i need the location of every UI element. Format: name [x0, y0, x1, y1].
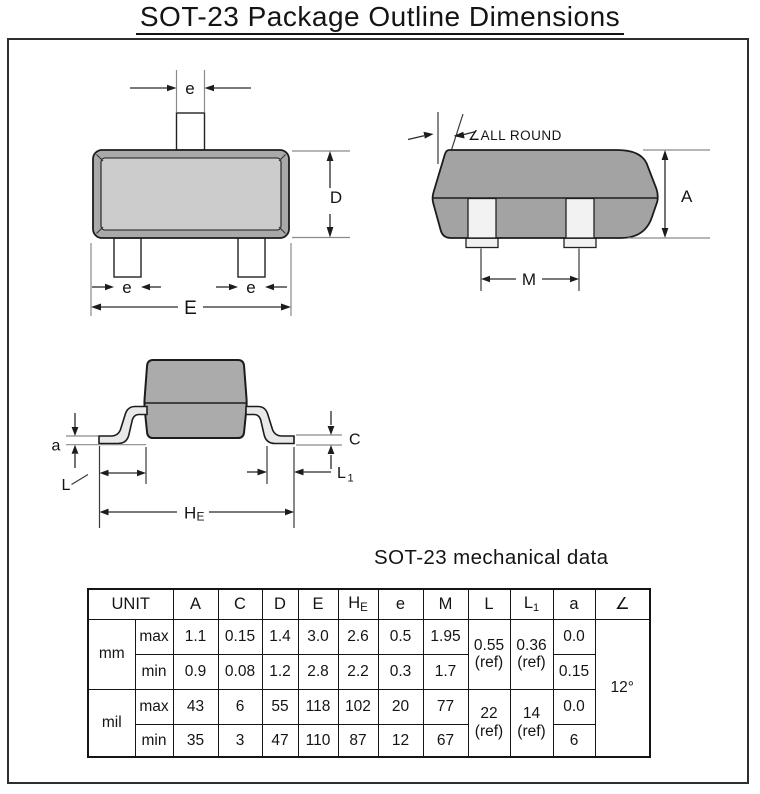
lead-front-right — [566, 199, 594, 239]
col-header-L: L — [468, 589, 510, 619]
cell-mil-min-M: 67 — [423, 724, 468, 757]
col-header-HE: HE — [338, 589, 378, 619]
row-label-min: min — [135, 724, 173, 757]
row-label-max: max — [135, 619, 173, 654]
cell-mm-min-C: 0.08 — [218, 654, 262, 689]
bottom-lead-right — [238, 238, 265, 277]
cell-mil-min-E: 110 — [298, 724, 338, 757]
cell-mil-min-HE: 87 — [338, 724, 378, 757]
cell-mm-min-e: 0.3 — [378, 654, 423, 689]
dim-label-HE-sub: E — [196, 509, 205, 524]
cell-mil-max-D: 55 — [262, 689, 298, 724]
lead-foot-left — [466, 238, 498, 248]
cell-mm-L1: 0.36 (ref) — [510, 619, 553, 689]
front-view-package — [99, 360, 294, 444]
cell-mil-min-D: 47 — [262, 724, 298, 757]
cell-mm-max-A: 1.1 — [173, 619, 218, 654]
col-header-C: C — [218, 589, 262, 619]
col-header-angle: ∠ — [595, 589, 650, 619]
cell-mil-max-E: 118 — [298, 689, 338, 724]
unit-label-mil: mil — [88, 689, 135, 757]
page-title — [0, 1, 760, 33]
col-header-a: a — [553, 589, 595, 619]
cell-mm-max-M: 1.95 — [423, 619, 468, 654]
col-header-E: E — [298, 589, 338, 619]
package-body-3d — [433, 150, 658, 238]
col-header-D: D — [262, 589, 298, 619]
cell-mm-min-A: 0.9 — [173, 654, 218, 689]
cell-mm-min-D: 1.2 — [262, 654, 298, 689]
cell-mm-max-C: 0.15 — [218, 619, 262, 654]
dim-label-E: E — [184, 298, 197, 319]
col-header-A: A — [173, 589, 218, 619]
all-round-label: ∠ALL ROUND — [468, 128, 562, 143]
dim-label-e-top: e — [185, 79, 195, 98]
unit-label-mm: mm — [88, 619, 135, 689]
dim-label-HE-main: H — [184, 503, 197, 523]
mechanical-data-table — [87, 588, 651, 758]
dim-label-M: M — [521, 270, 537, 289]
cell-mil-L: 22 (ref) — [468, 689, 510, 757]
col-header-L1: $L_1$ — [510, 589, 553, 619]
dim-label-e-right: e — [246, 278, 256, 297]
package-body-face — [101, 158, 281, 230]
dim-label-C: C — [349, 431, 361, 449]
col-header-unit: UNIT — [88, 589, 173, 619]
dim-label-D: D — [329, 188, 343, 207]
row-mm-max — [88, 619, 650, 654]
dim-label-L1-sub: 1 — [347, 472, 354, 485]
table-title: SOT-23 mechanical data — [374, 546, 609, 569]
cell-mil-max-e: 20 — [378, 689, 423, 724]
package-body-profile — [144, 360, 246, 438]
dim-label-L: L — [61, 477, 71, 494]
bottom-lead-left — [114, 238, 141, 277]
row-mil-min — [88, 724, 650, 757]
row-label-max: max — [135, 689, 173, 724]
col-header-M: M — [423, 589, 468, 619]
cell-mm-max-e: 0.5 — [378, 619, 423, 654]
gullwing-lead-left — [99, 407, 147, 444]
cell-mm-max-a: 0.0 — [553, 619, 595, 654]
top-view-drawing — [60, 58, 360, 320]
cell-mm-max-D: 1.4 — [262, 619, 298, 654]
cell-mil-max-C: 6 — [218, 689, 262, 724]
row-mil-max — [88, 689, 650, 724]
cell-mil-max-a: 0.0 — [553, 689, 595, 724]
front-view-drawing — [40, 340, 390, 540]
side-view-package — [433, 150, 659, 248]
top-view-package — [93, 113, 289, 277]
row-mm-min — [88, 654, 650, 689]
dim-label-e-left: e — [122, 278, 132, 297]
cell-mm-max-HE: 2.6 — [338, 619, 378, 654]
dim-label-L1-main: L — [337, 465, 346, 482]
top-lead — [177, 113, 205, 150]
cell-mm-max-E: 3.0 — [298, 619, 338, 654]
cell-angle-value: 12° — [595, 619, 650, 757]
cell-mil-min-C: 3 — [218, 724, 262, 757]
cell-mil-min-e: 12 — [378, 724, 423, 757]
page-title-text: SOT-23 Package Outline Dimensions — [136, 1, 624, 35]
cell-mil-max-M: 77 — [423, 689, 468, 724]
cell-mm-L: 0.55 (ref) — [468, 619, 510, 689]
cell-mm-min-E: 2.8 — [298, 654, 338, 689]
cell-mil-max-A: 43 — [173, 689, 218, 724]
cell-mil-min-a: 6 — [553, 724, 595, 757]
lead-front-left — [468, 199, 496, 239]
side-view-drawing — [395, 100, 725, 300]
cell-mm-min-a: 0.15 — [553, 654, 595, 689]
col-header-e: e — [378, 589, 423, 619]
cell-mm-min-HE: 2.2 — [338, 654, 378, 689]
gullwing-lead-right — [246, 407, 294, 444]
dim-label-a: a — [51, 437, 61, 455]
lead-foot-right — [564, 238, 596, 248]
row-label-min: min — [135, 654, 173, 689]
dim-label-A: A — [681, 187, 693, 206]
cell-mil-min-A: 35 — [173, 724, 218, 757]
cell-mm-min-M: 1.7 — [423, 654, 468, 689]
cell-mil-max-HE: 102 — [338, 689, 378, 724]
cell-mil-L1: 14 (ref) — [510, 689, 553, 757]
